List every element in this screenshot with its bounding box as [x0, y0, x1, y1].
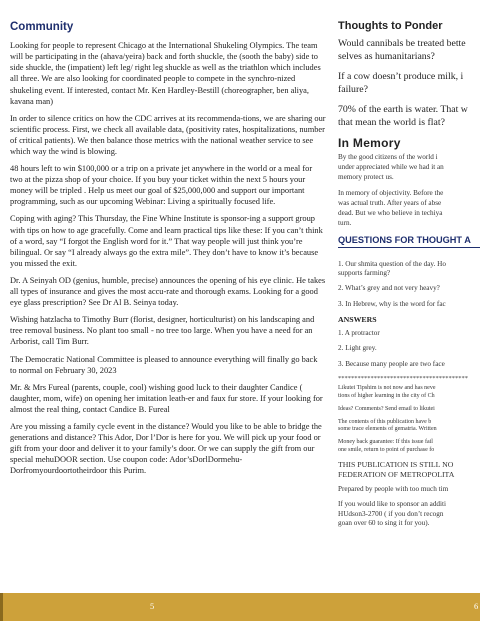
publication-notice: THIS PUBLICATION IS STILL NO FEDERATION OF METROPOLITA	[338, 459, 455, 479]
page-number-right: 6	[474, 601, 479, 611]
quiz-question: 3. In Hebrew, why is the word for fac	[338, 299, 446, 308]
thought-question: Would cannibals be treated bette selves as humanitarians?	[338, 38, 466, 63]
quiz-question: 1. Our shmita question of the day. Ho supports farming?	[338, 259, 446, 278]
answer: 3. Because many people are two face	[338, 359, 445, 368]
community-paragraph: Dr. A Seinyah OD (genius, humble, precise) announces the opening of his eye clinic. He takes all types of insurance and gives the most accu-rate and thorough exams. Looking for a good eye glass prescription? See Dr Al B. Seinya today.	[10, 275, 326, 308]
community-paragraph: Coping with aging? This Thursday, the Fine Whine Institute is sponsor-ing a support group with tips on how to age gracefully. Come and learn practical tips like these: If you can’t think of a word, say “I forgot the English word for it.” That way people will just think you’re bilingual. Or say “I already always go the extra mile”. They don’t have to know it’s because you missed the exit.	[10, 214, 323, 268]
sponsor-note: If you would like to sponsor an additi HUdson3-2700 ( if you don’t recogn goan over 60 to sing it for you).	[338, 500, 446, 528]
community-paragraph: The Democratic National Committee is pleased to announce everything will finally go back to normal on February 30, 2023	[10, 354, 318, 375]
prepared-note: Prepared by people with too much tim	[338, 485, 449, 493]
guarantee-note: Money back guarantee: If this issue fail one smile, return to point of purchase fo	[338, 439, 435, 453]
community-paragraph: Wishing hatzlacha to Timothy Burr (florist, designer, horticulturist) on his landscaping and tree removal business. No plant too small - no tree too large. When you have a need for an Arborist, call Tim Burr.	[10, 315, 315, 347]
answer: 2. Light grey.	[338, 344, 377, 353]
answers-title: ANSWERS	[338, 315, 377, 325]
thoughts-title: Thoughts to Ponder	[338, 20, 443, 32]
questions-title: QUESTIONS FOR THOUGHT A	[338, 235, 480, 248]
page-number-left: 5	[150, 601, 155, 611]
memory-paragraph: By the good citizens of the world i under appreciated while we had it an memory protect us.	[338, 153, 444, 181]
community-paragraph: 48 hours left to win $100,000 or a trip on a private jet anywhere in the world or a meal for two at the pizza shop of your choice. If you buy your ticket within the next 5 hours your money will be tripled . Help us meet our goal of $25,000,000 and support our important programming, such as our upcoming Webinar: Living a spiritually focused life.	[10, 164, 313, 207]
divider-stars: ****************************************	[338, 375, 468, 383]
community-paragraph: In order to silence critics on how the CDC arrives at its recommenda-tions, we are sharing our scientific process. First, we check all available data, (positivity rates, hospitalizations, number of critical patients). We then balance those metrics with the national weather service to see which way the wind is blowing.	[10, 113, 326, 157]
community-title: Community	[10, 21, 74, 33]
community-paragraph: Are you missing a family cycle event in the distance? Would you like to be able to bridge the generations and distance? This Ador, Dor l’Dor is here for you. We will pick up your food or gift from your door and deliver it to your family’s door. Or we can supply the gift from our special mehuDOOR section. Use coupon code: Ador’sDorlDormehu-Dorfromyourdoortotheirdoor this Purim.	[10, 421, 322, 476]
contents-note: The contents of this publication have b some trace elements of gematria. Written	[338, 418, 437, 433]
community-paragraph: Mr. & Mrs Fureal (parents, couple, cool) wishing good luck to their daughter Candice ( daughter, mom, wife) on opening her imitation leath-er and faux fur store. If your looking for almost the real thing, contact Candice B. Fureal	[10, 382, 323, 414]
memory-paragraph: In memory of objectivity. Before the was actual truth. After years of abse dead. But we who believe in techiya turn.	[338, 188, 444, 227]
community-paragraph: Looking for people to represent Chicago at the International Shukeling Olympics. The team will be participating in the (ahava/yeira) back and forth shuckle, the (sooth the baby) side to side shuckle, the (impatient) left leg/ right leg shuckle as well as the triathlon which includes all three. We are also looking for coordinated people to compete in the synchro-nized shukeling event. If interested, contact Mr. Ken Hardley-Bestill (choreographer, ben aliya, kavana man)	[10, 41, 321, 106]
thought-question: If a cow doesn’t produce milk, i failure?	[338, 71, 464, 96]
disclaimer-tipshim: Likutei Tipshim is not now and has neve tions of higher learning in the city of Ch	[338, 385, 436, 399]
thoughts-column	[338, 20, 480, 534]
memory-title: In Memory	[338, 136, 401, 151]
quiz-question: 2. What’s grey and not very heavy?	[338, 284, 440, 293]
page-footer-bar	[0, 593, 480, 621]
answer: 1. A protractor	[338, 329, 380, 338]
thought-question: 70% of the earth is water. That w that mean the world is flat?	[338, 104, 468, 129]
footer-edge	[0, 593, 3, 621]
ideas-contact: Ideas? Comments? Send email to likutei	[338, 405, 435, 412]
community-column	[10, 20, 326, 482]
